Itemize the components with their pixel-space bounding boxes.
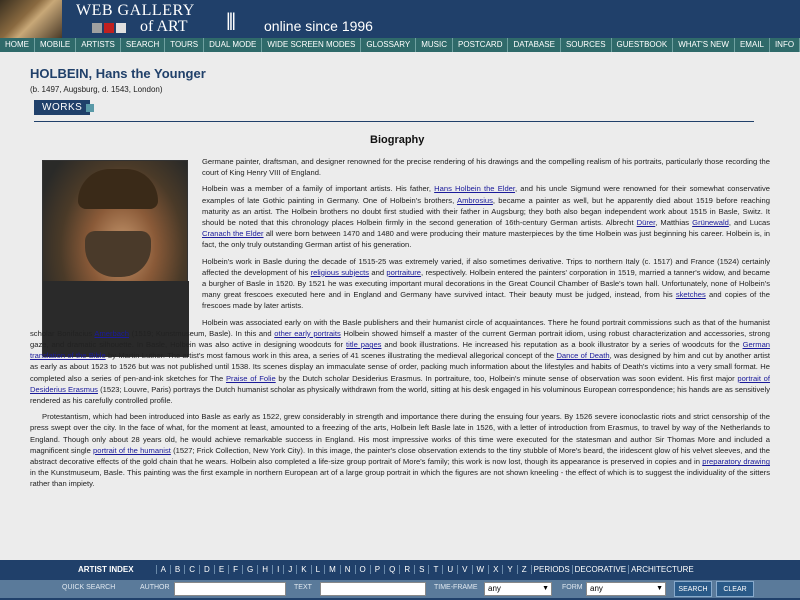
index-letter-a[interactable]: A — [156, 565, 170, 574]
index-letter-l[interactable]: L — [311, 565, 324, 574]
nav-mobile[interactable]: MOBILE — [35, 38, 76, 52]
index-letter-o[interactable]: O — [355, 565, 370, 574]
link-sketches[interactable]: sketches — [675, 290, 706, 300]
chevron-down-icon: ▼ — [542, 585, 549, 592]
form-value: any — [590, 584, 603, 593]
site-tagline: online since 1996 — [264, 18, 373, 34]
index-letter-d[interactable]: D — [199, 565, 214, 574]
index-letter-r[interactable]: R — [399, 565, 414, 574]
index-letter-u[interactable]: U — [442, 565, 457, 574]
bio-paragraph-1 — [202, 156, 770, 178]
index-letter-z[interactable]: Z — [517, 565, 531, 574]
bio-paragraph-5 — [30, 411, 770, 489]
nav-search[interactable]: SEARCH — [121, 38, 165, 52]
nav-glossary[interactable]: GLOSSARY — [361, 38, 416, 52]
works-tab-marker — [86, 104, 94, 112]
nav-tours[interactable]: TOURS — [165, 38, 204, 52]
main-nav — [0, 38, 800, 52]
quick-search-bar — [0, 580, 800, 598]
bio-text: , and his uncle Sigmund were renowned for their somewhat conservative examples of late Gothic painting in Germany. One of Holbein's brothers, — [202, 184, 770, 205]
text-label: TEXT — [294, 584, 312, 591]
link-early-portraits[interactable]: other early portraits — [274, 328, 341, 338]
divider — [34, 121, 754, 122]
nav-info[interactable]: INFO — [770, 38, 800, 52]
nav-postcard[interactable]: POSTCARD — [453, 38, 508, 52]
bio-text: all were born between 1470 and 1480 and were producing their mature masterpieces by the time Holbein was just beginning his career. Holbein is, in fact, the only truly outstanding German artist of his generation. — [202, 229, 770, 250]
artist-index-bar — [0, 562, 800, 576]
logo-bars: ||| — [226, 10, 235, 30]
link-portraiture[interactable]: portraiture — [386, 267, 422, 277]
index-letter-y[interactable]: Y — [502, 565, 516, 574]
form-select[interactable] — [586, 582, 666, 596]
nav-guestbook[interactable]: GUESTBOOK — [612, 38, 674, 52]
site-header — [0, 0, 800, 38]
bio-text: Holbein was associated early on with the Basle publishers and their humanist circle of acquaintances. There he found portrait commissions such as that of the humanist scholar Bonifacius — [30, 317, 770, 338]
index-letter-e[interactable]: E — [214, 565, 228, 574]
main-content — [30, 60, 771, 489]
time-frame-select[interactable] — [484, 582, 552, 596]
link-ambrosius[interactable]: Ambrosius — [457, 195, 493, 205]
bio-text: , respectively. Holbein entered the painters' corporation in 1519, married a tanner's widow, and became a burgher of Basle in 1520. By 1521 he was executing important mural decorations in the Great Council Chamber of Basle's town hall. Unfortunately, none of Holbein's many great frescoes executed here and in England and Germany have survived intact. Their beauty must be judged, instead, from his — [202, 267, 771, 300]
form-label: FORM — [562, 584, 583, 591]
logo-portrait-image[interactable] — [0, 0, 62, 38]
works-tab[interactable]: WORKS — [34, 100, 90, 115]
link-preparatory-drawing[interactable]: preparatory drawing — [702, 457, 770, 467]
bio-paragraph-2 — [202, 183, 770, 250]
index-letter-w[interactable]: W — [472, 565, 489, 574]
bio-text: , and Lucas — [728, 218, 771, 228]
link-praise-of-folie[interactable]: Praise of Folie — [225, 373, 276, 383]
link-portrait-erasmus[interactable]: portrait of Desiderius Erasmus — [30, 373, 771, 394]
index-letter-j[interactable]: J — [283, 565, 296, 574]
index-letter-h[interactable]: H — [257, 565, 272, 574]
bio-text: by Martin Luther. The artist's most famous work in this area, a series of 41 scenes illustrating the medieval allegorical concept of the — [105, 351, 557, 361]
index-letter-c[interactable]: C — [184, 565, 199, 574]
text-input[interactable] — [320, 582, 426, 596]
logo-text-line1[interactable]: WEB GALLERY — [76, 2, 195, 19]
bio-text: by the Dutch scholar Desiderius Erasmus. In portraiture, too, Holbein's minute sense of observation was soon evident. His first major — [275, 373, 738, 383]
bio-paragraph-3 — [202, 256, 770, 312]
chevron-down-icon: ▼ — [656, 585, 663, 592]
bio-text: and copies of the frescoes made by later artists. — [202, 290, 770, 311]
periods-link[interactable]: PERIODS — [531, 565, 572, 574]
bio-text: Holbein was a member of a family of important artists. His father, — [202, 184, 435, 194]
time-frame-value: any — [488, 584, 501, 593]
bio-text: Protestantism, which had been introduced into Basle as early as 1522, grew considerably in strength and importance there during the ensuing four years. By 1526 severe iconoclastic riots and strict censorship of the press swept over the city. In the face of what, for the moment at least, amounted to a freezing of the arts, Holbein left Basle late in 1526, with a letter of introduction from Erasmus, to travel by way of the Netherlands to England. Though only about 28 years old, he would achieve remarkable success in England. His most impressive works of this time were executed for the statesman and author Sir Thomas More and included a magnificent single — [30, 412, 770, 455]
biography-text — [30, 156, 770, 490]
bio-text: , Matthias — [655, 218, 693, 228]
bio-text: (1519; Kunstmuseum, Basle). In this and — [129, 328, 275, 338]
index-letter-f[interactable]: F — [228, 565, 242, 574]
bio-text: , was designed by him and cut by another artist as early as about 1523 to 1526 but was not published until 1538. Its scenes display an immaculate sense of order, packing much information about the lifestyles and habits of Death's victims into a very small format. He completed also a series of pen-and-ink sketches for The — [30, 351, 771, 383]
bio-text: , became a painter as well, but he apparently died about 1519 before reaching maturity as an artist. The Holbein brothers no doubt first studied with their father in Augsburg; they both also began independent work about 1515 in Basle, Switz. It should be noted that this chronology places Holbein firmly in the second generation of 16th-century German artists. Albrecht — [202, 195, 770, 228]
bio-text: and — [369, 267, 387, 277]
link-grunewald[interactable]: Grünewald — [692, 218, 729, 228]
link-amerbach[interactable]: Amerbach — [94, 328, 130, 338]
bio-text: and book illustrations. He increased his reputation as a book illustrator by a series of woodcuts for the — [381, 340, 743, 350]
clear-button[interactable]: CLEAR — [716, 581, 754, 597]
artist-name: HOLBEIN, Hans the Younger — [30, 66, 206, 81]
index-letter-x[interactable]: X — [488, 565, 502, 574]
time-frame-label: TIME-FRAME — [434, 584, 478, 591]
author-input[interactable] — [174, 582, 286, 596]
nav-database[interactable]: DATABASE — [508, 38, 561, 52]
index-letter-m[interactable]: M — [324, 565, 340, 574]
nav-whats-new[interactable]: WHAT'S NEW — [673, 38, 735, 52]
link-dance-of-death[interactable]: Dance of Death — [556, 351, 610, 361]
artist-dates: (b. 1497, Augsburg, d. 1543, London) — [30, 85, 163, 94]
architecture-link[interactable]: ARCHITECTURE — [628, 565, 696, 574]
link-durer[interactable]: Dürer — [636, 218, 656, 228]
logo-squares — [92, 20, 128, 32]
index-letter-p[interactable]: P — [370, 565, 384, 574]
nav-artists[interactable]: ARTISTS — [76, 38, 121, 52]
nav-home[interactable]: HOME — [0, 38, 35, 52]
nav-dual-mode[interactable]: DUAL MODE — [204, 38, 262, 52]
link-religious-subjects[interactable]: religious subjects — [310, 267, 370, 277]
search-button[interactable]: SEARCH — [674, 581, 712, 597]
link-title-pages[interactable]: title pages — [346, 340, 382, 350]
nav-email[interactable]: EMAIL — [735, 38, 770, 52]
nav-wide-screen[interactable]: WIDE SCREEN MODES — [262, 38, 361, 52]
index-letter-n[interactable]: N — [340, 565, 355, 574]
biography-heading: Biography — [370, 134, 425, 146]
link-cranach[interactable]: Cranach the Elder — [202, 229, 264, 239]
decorative-link[interactable]: DECORATIVE — [572, 565, 628, 574]
index-letter-k[interactable]: K — [296, 565, 310, 574]
artist-index-label[interactable]: ARTIST INDEX — [78, 564, 134, 574]
quick-search-label: QUICK SEARCH — [62, 584, 116, 591]
index-letter-i[interactable]: I — [272, 565, 283, 574]
bio-text: in the Kunstmuseum, Basle. This painting was the first example in northern European art of a large group portrait in which the figures are not shown kneeling - the effect of which is to suggest the individuality of the sitters rather than impiety. — [30, 468, 770, 489]
link-holbein-elder[interactable]: Hans Holbein the Elder — [434, 184, 516, 194]
index-letter-t[interactable]: T — [428, 565, 442, 574]
index-letter-g[interactable]: G — [242, 565, 257, 574]
author-label: AUTHOR — [140, 584, 170, 591]
link-bible-translation[interactable]: German translation of the Bible — [30, 340, 771, 361]
bio-paragraph-4 — [30, 317, 770, 407]
site-footer — [0, 560, 800, 600]
index-letter-q[interactable]: Q — [384, 565, 399, 574]
bio-text: Holbein showed himself a master of the current German portrait idiom, using robust characterization and accessories, strong gaze, and dramatic silhouette. In Basle, Holbein was also active in designing woodcuts for — [30, 328, 770, 350]
bio-text: (1523; Louvre, Paris) portrays the Dutch humanist scholar as physically withdrawn from the world, sitting at his desk engaged in his voluminous European correspondence; his hands are as sensitively rendered as his carefully controlled profile. — [30, 384, 770, 406]
logo-text-line2[interactable]: of ART — [140, 18, 188, 35]
bio-p1-text: Germane painter, draftsman, and designer renowned for the precise rendering of his drawings and the compelling realism of his portraits, particularly those recording the court of King Henry VIII of England. — [202, 157, 770, 178]
link-portrait-humanist[interactable]: portrait of the humanist — [93, 445, 171, 455]
bio-text: (1527; Frick Collection, New York City). In this image, the painter's close observation extends to the tiny stubble of More's beard, the iridescent glow of his velvet sleeves, and the abstract decorative effects of the gold chain that he wears. Holbein also completed a life-size group portrait of More's family; this work is now lost, though its appearance is preserved in copies and in — [30, 445, 770, 467]
index-letter-s[interactable]: S — [414, 565, 428, 574]
bio-text: Holbein's work in Basle during the decade of 1515-25 was extremely varied, if also sometimes derivative. Trips to northern Italy (c. 1517) and France (1524) certainly affected the development of his — [202, 256, 770, 277]
nav-music[interactable]: MUSIC — [416, 38, 453, 52]
index-letter-b[interactable]: B — [170, 565, 184, 574]
nav-sources[interactable]: SOURCES — [561, 38, 612, 52]
index-letter-v[interactable]: V — [457, 565, 471, 574]
